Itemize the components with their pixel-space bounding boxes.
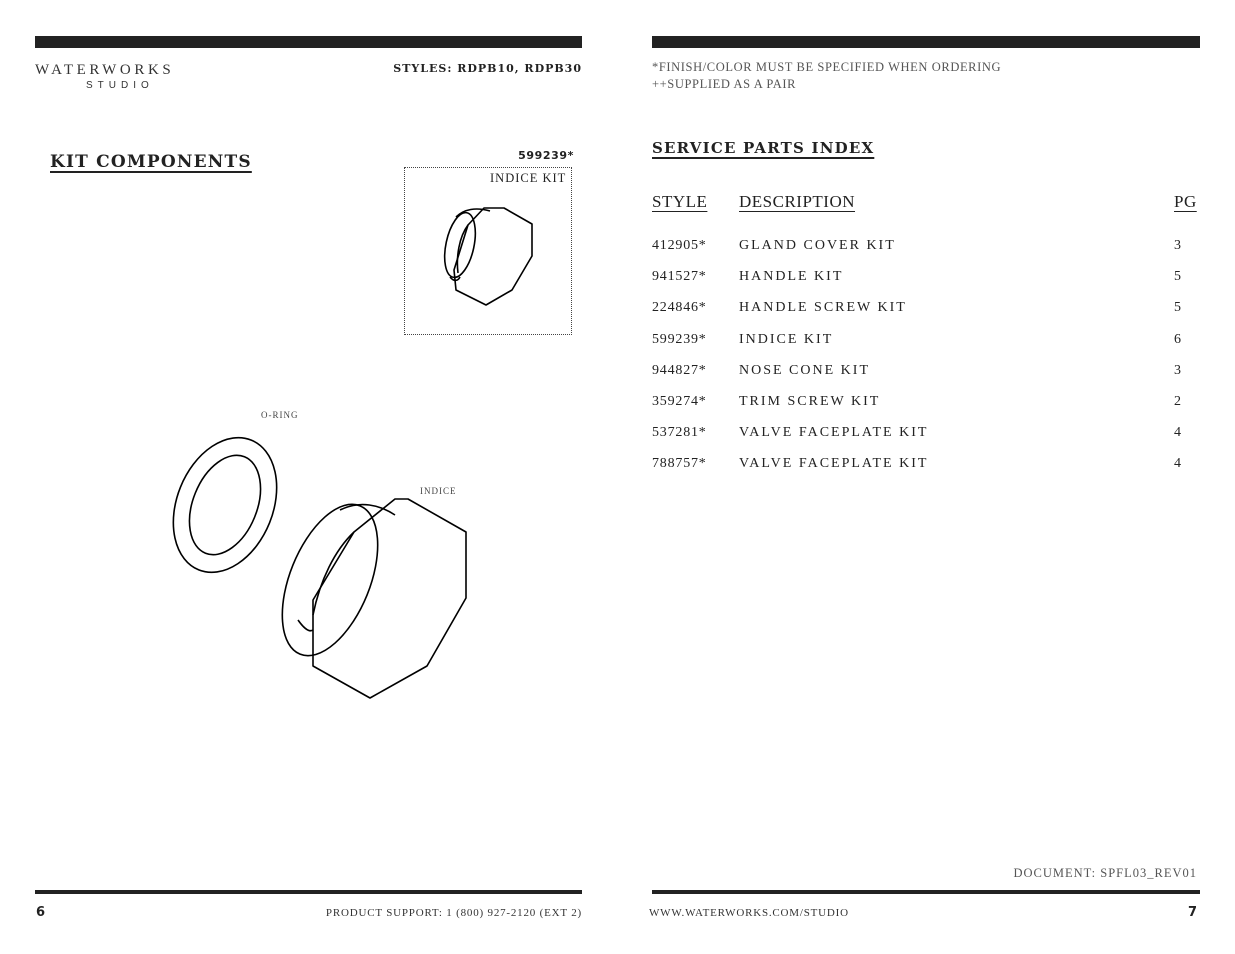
table-row-style: 359274* [652,394,707,409]
column-header-style: STYLE [652,192,708,211]
table-row-pg: 3 [1174,363,1181,378]
table-row-pg: 4 [1174,425,1181,440]
right-page-number: 7 [1187,905,1197,920]
oring-label: O-RING [261,410,299,420]
table-row-description: NOSE CONE KIT [739,363,870,378]
right-top-bar [652,36,1200,48]
table-row-description: INDICE KIT [739,332,834,347]
table-row-style: 412905* [652,238,707,253]
service-parts-index-title: SERVICE PARTS INDEX [652,139,875,157]
table-row-pg: 6 [1174,332,1181,347]
indice-label: INDICE [420,486,457,496]
column-header-description: DESCRIPTION [739,192,856,211]
table-row-pg: 2 [1174,394,1181,409]
note-finish: *FINISH/COLOR MUST BE SPECIFIED WHEN ORDERING [652,60,1002,74]
document-id: DOCUMENT: SPFL03_REV01 [1013,866,1197,880]
column-header-pg: PG [1174,192,1197,211]
note-pair: ++SUPPLIED AS A PAIR [652,77,797,91]
table-row-description: GLAND COVER KIT [739,238,896,253]
table-row-description: VALVE FACEPLATE KIT [739,425,929,440]
table-row-description: VALVE FACEPLATE KIT [739,456,929,471]
kit-components-title: KIT COMPONENTS [50,152,252,172]
indice-kit-thumbnail-icon [404,167,570,333]
oring-icon [160,425,300,585]
left-top-bar [35,36,582,48]
table-row-description: HANDLE SCREW KIT [739,300,907,315]
indice-icon [280,490,480,710]
table-row-style: 599239* [652,332,707,347]
table-row-pg: 3 [1174,238,1181,253]
logo-wordmark: WATERWORKS [35,62,175,78]
logo-subtitle: STUDIO [86,80,154,91]
table-row-style: 537281* [652,425,707,440]
product-support: PRODUCT SUPPORT: 1 (800) 927-2120 (EXT 2) [325,907,582,919]
table-row-pg: 5 [1174,300,1181,315]
left-bottom-bar [35,890,582,894]
table-row-pg: 4 [1174,456,1181,471]
kit-number: 599239* [518,149,574,162]
kit-label: INDICE KIT [490,171,567,185]
table-row-style: 788757* [652,456,707,471]
table-row-description: HANDLE KIT [739,269,844,284]
table-row-pg: 5 [1174,269,1181,284]
left-page-number: 6 [36,905,46,920]
styles-label: STYLES: RDPB10, RDPB30 [393,62,582,75]
table-row-description: TRIM SCREW KIT [739,394,881,409]
table-row-style: 224846* [652,300,707,315]
table-row-style: 944827* [652,363,707,378]
table-row-style: 941527* [652,269,707,284]
right-bottom-bar [652,890,1200,894]
website-link[interactable]: WWW.WATERWORKS.COM/STUDIO [649,907,849,919]
